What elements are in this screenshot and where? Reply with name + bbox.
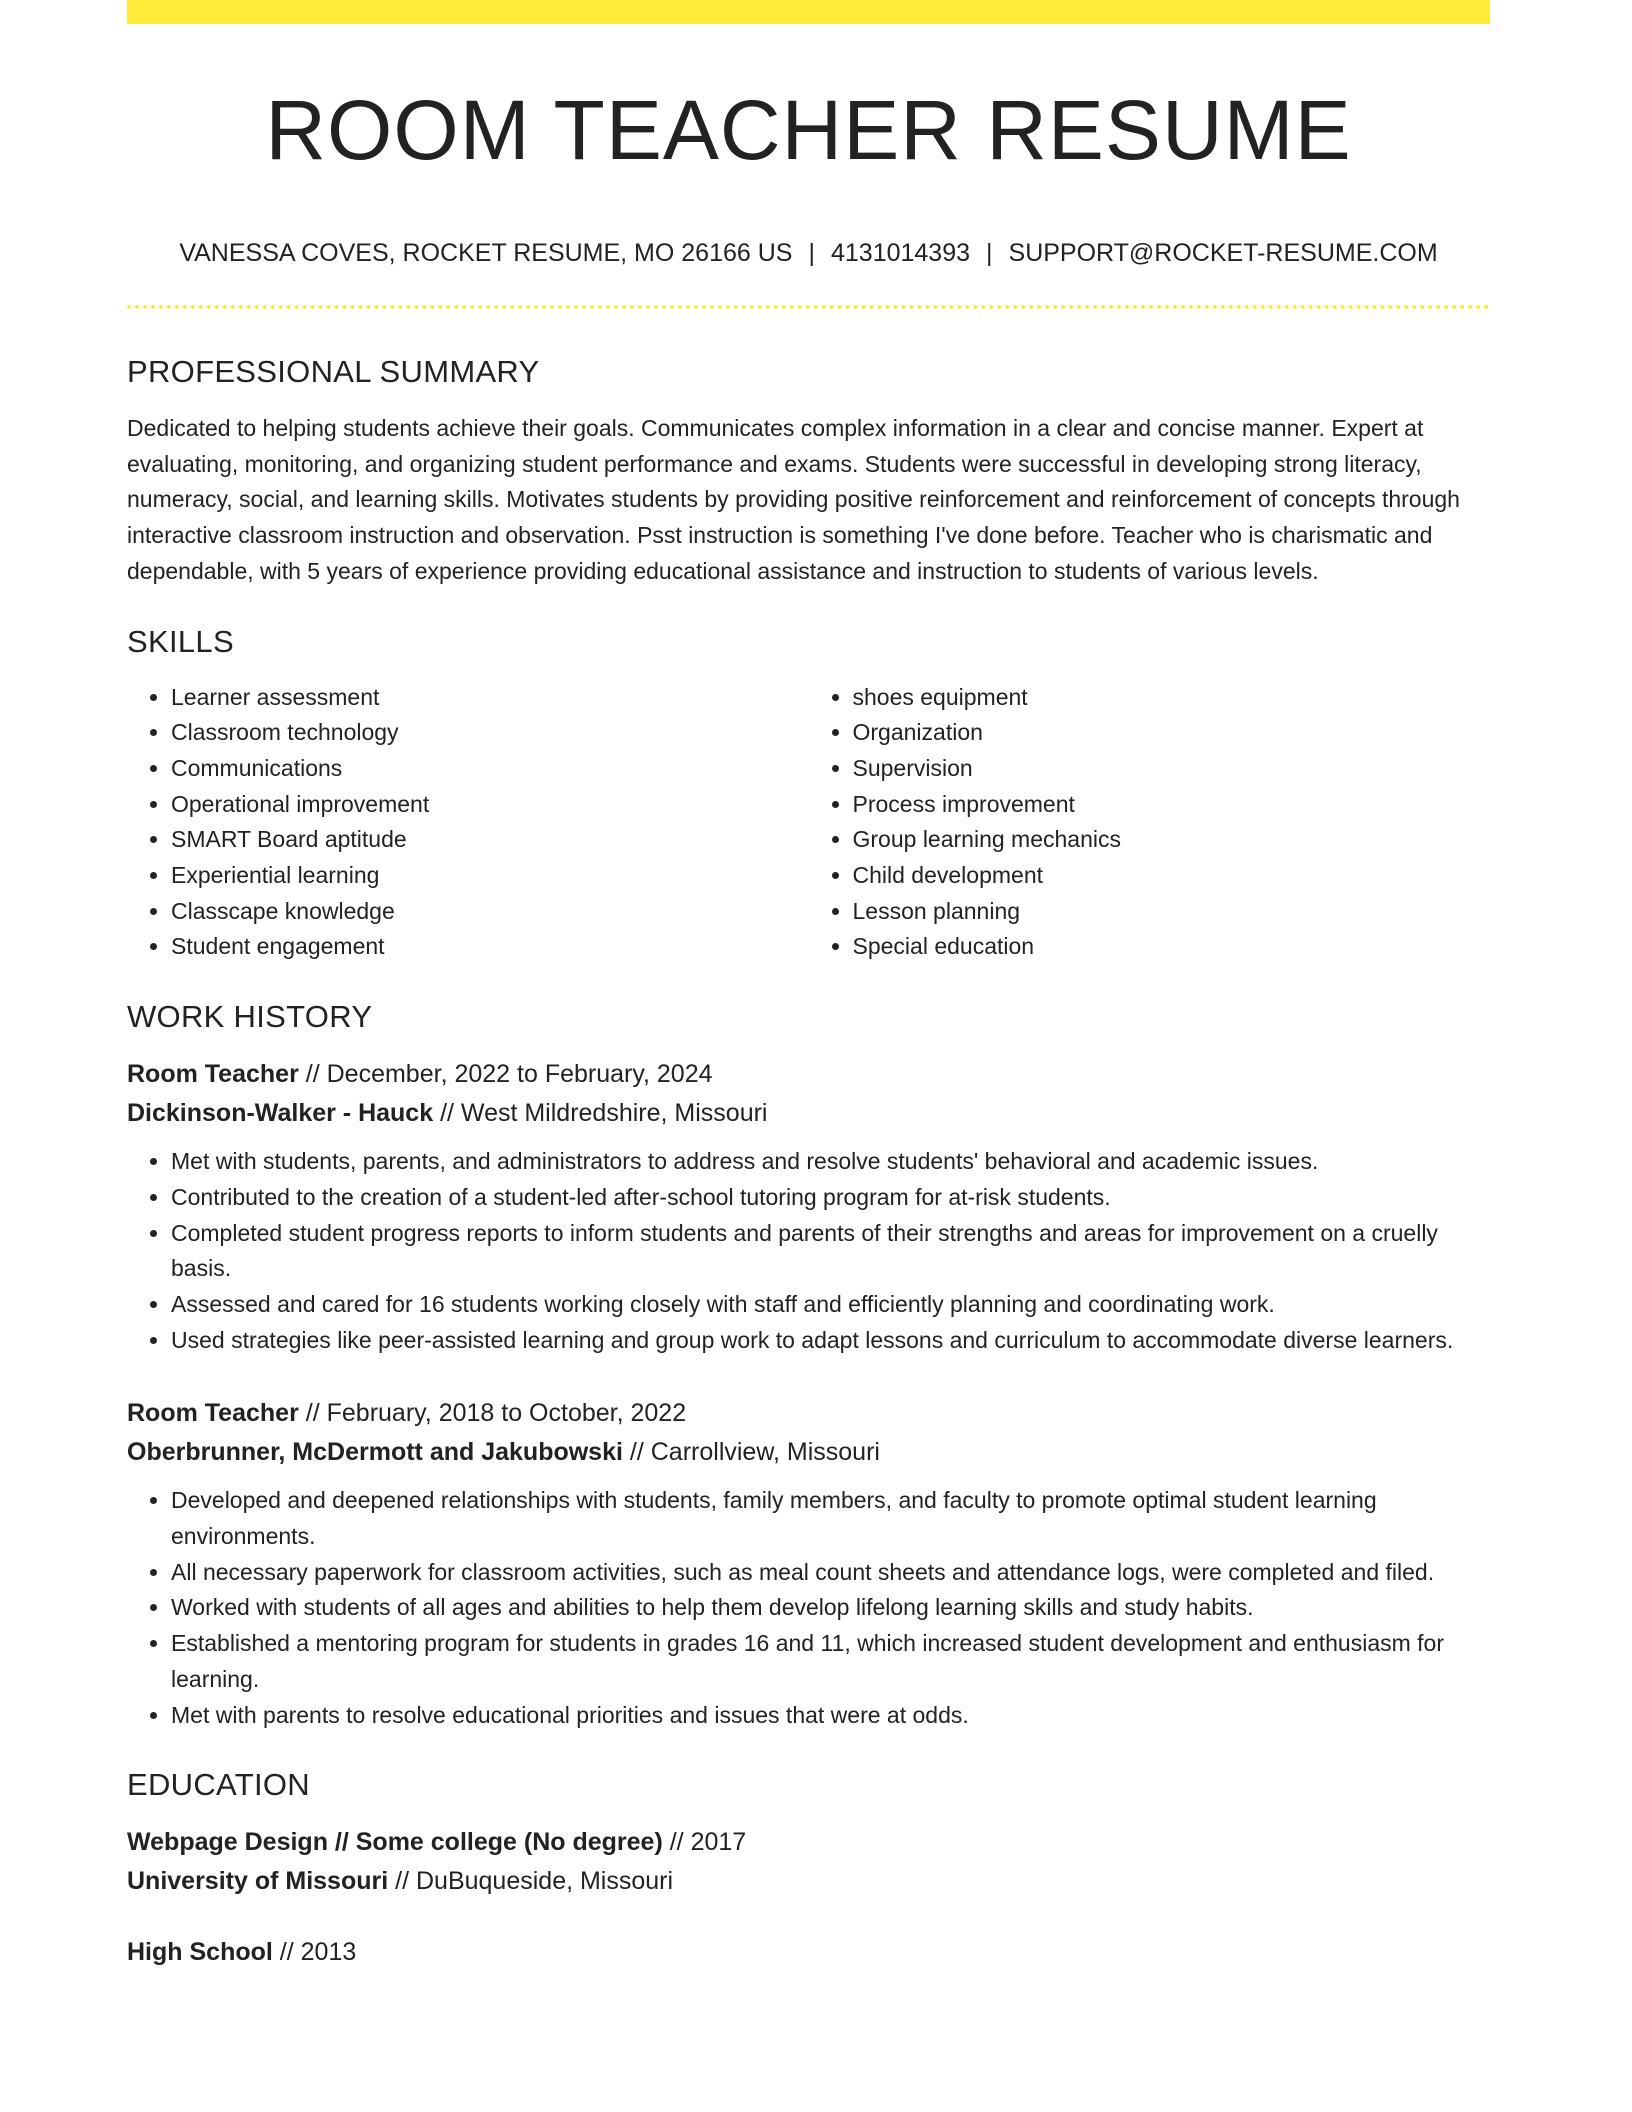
- contact-separator: |: [808, 239, 815, 267]
- separator: //: [305, 1399, 320, 1428]
- education-program-line: [127, 1933, 1490, 1972]
- summary-section: [127, 350, 1490, 590]
- education-year: 2017: [690, 1828, 747, 1857]
- job-title-line: [127, 1394, 1490, 1433]
- job-duty-item: • Assessed and cared for 16 students working closely with staff and efficiently planning and coordinating work.: [171, 1287, 1490, 1323]
- job-company-line: [127, 1094, 1490, 1133]
- job-company: Oberbrunner, McDermott and Jakubowski: [127, 1438, 623, 1467]
- resume-body: [127, 350, 1490, 1972]
- job-duty-item: • Developed and deepened relationships with students, family members, and faculty to promote optimal student learning environments.: [171, 1483, 1490, 1554]
- job-duty-item: • Met with parents to resolve educational priorities and issues that were at odds.: [171, 1698, 1490, 1734]
- skill-item: • Experiential learning: [171, 858, 809, 894]
- skill-item: • shoes equipment: [853, 680, 1491, 716]
- job-location: West Mildredshire, Missouri: [460, 1099, 768, 1128]
- education-year: 2013: [300, 1938, 357, 1967]
- separator: //: [440, 1099, 454, 1128]
- skill-item: • SMART Board aptitude: [171, 822, 809, 858]
- skill-item: • Classroom technology: [171, 715, 809, 751]
- header-divider: [127, 305, 1490, 309]
- section-heading-work-history: WORK HISTORY: [127, 999, 373, 1035]
- job-company: Dickinson-Walker - Hauck: [127, 1099, 434, 1128]
- education-program: Webpage Design // Some college (No degree): [127, 1828, 663, 1857]
- job-duties-list: [127, 1483, 1490, 1733]
- job-dates: February, 2018 to October, 2022: [326, 1399, 687, 1428]
- education-entry: [127, 1933, 1490, 1972]
- contact-phone: 4131014393: [830, 239, 971, 267]
- job-duty-item: • Contributed to the creation of a student-led after-school tutoring program for at-risk students.: [171, 1180, 1490, 1216]
- skill-item: • Lesson planning: [853, 894, 1491, 930]
- skill-item: • Operational improvement: [171, 787, 809, 823]
- skill-item: • Group learning mechanics: [853, 822, 1491, 858]
- section-heading-summary: PROFESSIONAL SUMMARY: [127, 354, 540, 389]
- job-title-line: [127, 1055, 1490, 1094]
- separator: //: [305, 1060, 320, 1089]
- skill-item: • Learner assessment: [171, 680, 809, 716]
- education-location: DuBuqueside, Missouri: [415, 1867, 674, 1896]
- section-heading-skills: SKILLS: [127, 623, 234, 659]
- skill-item: • Child development: [853, 858, 1491, 894]
- separator: //: [279, 1938, 294, 1967]
- skill-item: • Organization: [853, 715, 1491, 751]
- skill-item: • Communications: [171, 751, 809, 787]
- education-school-line: [127, 1862, 1490, 1901]
- skill-item: • Process improvement: [853, 787, 1491, 823]
- skill-item: • Classcape knowledge: [171, 894, 809, 930]
- job-company-line: [127, 1433, 1490, 1472]
- separator: //: [669, 1828, 684, 1857]
- skills-section: [127, 620, 1490, 966]
- job-duty-item: • Worked with students of all ages and abilities to help them develop lifelong learning skills and study habits.: [171, 1590, 1490, 1626]
- job-location: Carrollview, Missouri: [650, 1438, 880, 1467]
- top-accent-bar: [127, 0, 1490, 24]
- job-duty-item: • Used strategies like peer-assisted learning and group work to adapt lessons and curriculum to accommodate diverse learners.: [171, 1323, 1490, 1359]
- skills-columns: [127, 680, 1490, 966]
- contact-address: VANESSA COVES, ROCKET RESUME, MO 26166 US: [179, 239, 793, 267]
- contact-email: SUPPORT@ROCKET-RESUME.COM: [1008, 239, 1438, 267]
- job-entry: [127, 1055, 1490, 1358]
- job-title: Room Teacher: [127, 1060, 299, 1089]
- skills-list-right: [809, 680, 1491, 966]
- education-entry: [127, 1823, 1490, 1901]
- job-duty-item: • All necessary paperwork for classroom activities, such as meal count sheets and attendance logs, were completed and filed.: [171, 1555, 1490, 1591]
- skill-item: • Special education: [853, 929, 1491, 965]
- job-duty-item: • Completed student progress reports to inform students and parents of their strengths and areas for improvement on a cruelly basis.: [171, 1216, 1490, 1287]
- job-duties-list: [127, 1144, 1490, 1358]
- job-entry: [127, 1394, 1490, 1733]
- education-program-line: [127, 1823, 1490, 1862]
- work-history-section: [127, 995, 1490, 1733]
- job-duty-item: • Met with students, parents, and administrators to address and resolve students' behavioral and academic issues.: [171, 1144, 1490, 1180]
- education-school: University of Missouri: [127, 1867, 389, 1896]
- contact-separator: |: [986, 239, 993, 267]
- resume-title: ROOM TEACHER RESUME: [265, 83, 1352, 177]
- separator: //: [629, 1438, 644, 1467]
- section-heading-education: EDUCATION: [127, 1767, 310, 1803]
- contact-info: [127, 236, 1490, 270]
- summary-text: Dedicated to helping students achieve their goals. Communicates complex information in a clear and concise manner. Expert at evaluating, monitoring, and organizing student performance and exams. Students were successful in developing strong literacy, numeracy, social, and learning skills. Motivates students by providing positive reinforcement and reinforcement of concepts through interactive classroom instruction and observation. Psst instruction is something I've done before. Teacher who is charismatic and dependable, with 5 years of experience providing educational assistance and instruction to students of various levels.: [127, 415, 1460, 584]
- skills-list-left: [127, 680, 809, 966]
- skill-item: • Student engagement: [171, 929, 809, 965]
- skill-item: • Supervision: [853, 751, 1491, 787]
- education-program: High School: [127, 1938, 273, 1967]
- education-section: [127, 1763, 1490, 1972]
- job-dates: December, 2022 to February, 2024: [326, 1060, 713, 1089]
- job-title: Room Teacher: [127, 1399, 299, 1428]
- job-duty-item: • Established a mentoring program for students in grades 16 and 11, which increased student development and enthusiasm for learning.: [171, 1626, 1490, 1697]
- separator: //: [395, 1867, 410, 1896]
